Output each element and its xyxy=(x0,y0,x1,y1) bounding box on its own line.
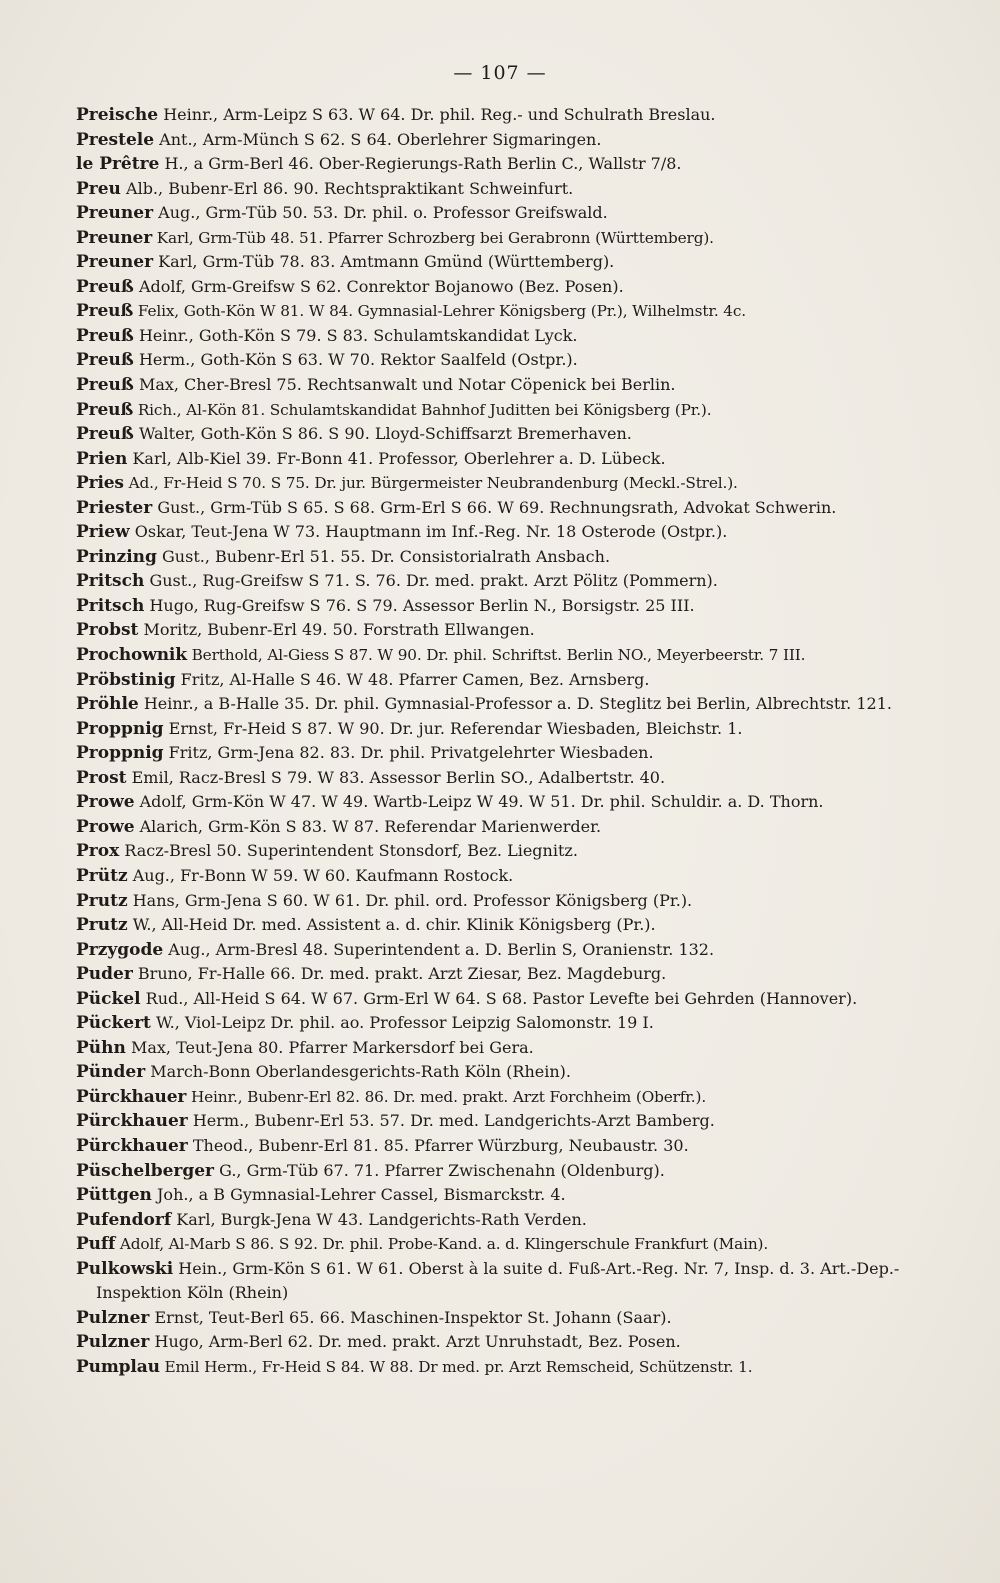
entry-surname: Priester xyxy=(76,497,153,518)
entry-details: Berthold, Al-Giess S 87. W 90. Dr. phil. Schriftst. Berlin NO., Meyerbeerstr. 7 III. xyxy=(191,646,806,665)
directory-entry xyxy=(76,962,942,987)
entry-surname: Preuß xyxy=(76,399,134,420)
directory-entry xyxy=(76,864,942,889)
entry-details: Gust., Grm-Tüb S 65. S 68. Grm-Erl S 66. W 69. Rechnungsrath, Advokat Schwerin. xyxy=(157,497,837,517)
entry-surname: Preuß xyxy=(76,301,134,322)
directory-entry xyxy=(76,1134,942,1159)
entry-surname: Püttgen xyxy=(76,1185,152,1206)
entry-details: Joh., a B Gymnasial-Lehrer Cassel, Bismarckstr. 4. xyxy=(157,1185,566,1205)
entry-details: H., a Grm-Berl 46. Ober-Regierungs-Rath Berlin C., Wallstr 7/8. xyxy=(164,154,682,174)
entry-surname: Pürckhauer xyxy=(76,1086,187,1107)
entry-details: Adolf, Al-Marb S 86. S 92. Dr. phil. Probe-Kand. a. d. Klingerschule Frankfurt (Main). xyxy=(119,1235,769,1254)
entry-details: Moritz, Bubenr-Erl 49. 50. Forstrath Ellwangen. xyxy=(143,620,535,640)
directory-entry xyxy=(76,348,942,373)
directory-entry xyxy=(76,1085,942,1110)
entry-surname: Pröhle xyxy=(76,694,139,715)
entry-details: Heinr., Goth-Kön S 79. S 83. Schulamtskandidat Lyck. xyxy=(138,325,578,345)
entry-surname: Püschelberger xyxy=(76,1160,215,1181)
entry-surname: Przygode xyxy=(76,939,164,960)
entry-details: Hugo, Arm-Berl 62. Dr. med. prakt. Arzt Unruhstadt, Bez. Posen. xyxy=(154,1332,681,1352)
entry-surname: Proppnig xyxy=(76,743,164,764)
entry-surname: Preuß xyxy=(76,325,134,346)
entry-details: Heinr., Bubenr-Erl 82. 86. Dr. med. prakt. Arzt Forchheim (Oberfr.). xyxy=(190,1087,707,1106)
directory-entry xyxy=(76,103,942,128)
entry-details: Karl, Grm-Tüb 78. 83. Amtmann Gmünd (Württemberg). xyxy=(158,252,615,272)
entry-details: Emil, Racz-Bresl S 79. W 83. Assessor Berlin SO., Adalbertstr. 40. xyxy=(131,767,666,787)
entry-surname: Pürckhauer xyxy=(76,1111,188,1132)
directory-entry xyxy=(76,545,942,570)
entry-details: Bruno, Fr-Halle 66. Dr. med. prakt. Arzt Ziesar, Bez. Magdeburg. xyxy=(137,964,667,984)
directory-entry xyxy=(76,594,942,619)
entry-details: Ernst, Fr-Heid S 87. W 90. Dr. jur. Referendar Wiesbaden, Bleichstr. 1. xyxy=(168,718,743,738)
entry-details: Alarich, Grm-Kön S 83. W 87. Referendar Marienwerder. xyxy=(139,816,602,836)
entry-details: Aug., Arm-Bresl 48. Superintendent a. D. Berlin S, Oranienstr. 132. xyxy=(168,939,715,959)
entry-surname: Probst xyxy=(76,620,139,641)
directory-entry xyxy=(76,1060,942,1085)
entry-surname: Preuß xyxy=(76,350,134,371)
entry-surname: le Prêtre xyxy=(76,154,160,175)
entry-surname: Preische xyxy=(76,105,159,125)
entry-details: March-Bonn Oberlandesgerichts-Rath Köln (Rhein). xyxy=(150,1062,571,1082)
directory-entry xyxy=(76,1355,942,1380)
directory-entry xyxy=(76,1159,942,1184)
directory-entry xyxy=(76,324,942,349)
directory-entry xyxy=(76,226,942,251)
directory-entry xyxy=(76,1011,942,1036)
entry-surname: Puff xyxy=(76,1234,116,1255)
directory-entry xyxy=(76,790,942,815)
entry-surname: Prinzing xyxy=(76,546,157,567)
directory-entry xyxy=(76,373,942,398)
entry-surname: Pürckhauer xyxy=(76,1135,188,1156)
entry-surname: Pulkowski xyxy=(76,1258,174,1279)
entry-surname: Pückert xyxy=(76,1013,151,1034)
entry-details: Max, Teut-Jena 80. Pfarrer Markersdorf bei Gera. xyxy=(130,1037,534,1057)
entry-details: W., All-Heid Dr. med. Assistent a. d. chir. Klinik Königsberg (Pr.). xyxy=(132,915,656,935)
directory-entry xyxy=(76,1330,942,1355)
entry-details: Ernst, Teut-Berl 65. 66. Maschinen-Inspektor St. Johann (Saar). xyxy=(154,1307,672,1327)
directory-entry xyxy=(76,913,942,938)
directory-entry xyxy=(76,815,942,840)
directory-entry xyxy=(76,275,942,300)
directory-entry xyxy=(76,938,942,963)
directory-entry xyxy=(76,398,942,423)
entry-details: Theod., Bubenr-Erl 81. 85. Pfarrer Würzburg, Neubaustr. 30. xyxy=(192,1135,689,1155)
entry-details: Ant., Arm-Münch S 62. S 64. Oberlehrer Sigmaringen. xyxy=(159,129,602,149)
directory-entry xyxy=(76,717,942,742)
directory-entry xyxy=(76,1183,942,1208)
entry-surname: Pröbstinig xyxy=(76,669,176,690)
entry-surname: Preuß xyxy=(76,424,134,445)
entry-surname: Pühn xyxy=(76,1037,126,1058)
entry-details: Karl, Grm-Tüb 48. 51. Pfarrer Schrozberg bei Gerabronn (Württemberg). xyxy=(156,228,714,247)
directory-entry xyxy=(76,177,942,202)
directory-entry xyxy=(76,152,942,177)
entry-surname: Pückel xyxy=(76,988,141,1009)
page-number: — 107 — xyxy=(453,62,547,84)
entry-surname: Preuß xyxy=(76,276,134,297)
entry-surname: Prowe xyxy=(76,816,135,837)
entry-surname: Prütz xyxy=(76,865,128,886)
entry-details: Heinr., Arm-Leipz S 63. W 64. Dr. phil. Reg.- und Schulrath Breslau. xyxy=(163,105,716,124)
entry-surname: Preuner xyxy=(76,203,154,224)
entry-surname: Pulzner xyxy=(76,1307,150,1328)
directory-entry xyxy=(76,520,942,545)
directory-entry xyxy=(76,496,942,521)
entry-surname: Preuß xyxy=(76,375,134,396)
entry-details: Alb., Bubenr-Erl 86. 90. Rechtspraktikant Schweinfurt. xyxy=(126,178,574,198)
entry-surname: Prowe xyxy=(76,792,135,813)
entry-surname: Puder xyxy=(76,964,133,985)
entry-details: Racz-Bresl 50. Superintendent Stonsdorf, Bez. Liegnitz. xyxy=(124,841,578,861)
directory-entry xyxy=(76,128,942,153)
entry-details: Hans, Grm-Jena S 60. W 61. Dr. phil. ord. Professor Königsberg (Pr.). xyxy=(132,890,693,910)
directory-entry xyxy=(76,299,942,324)
entry-details: G., Grm-Tüb 67. 71. Pfarrer Zwischenahn (Oldenburg). xyxy=(219,1160,665,1180)
directory-entry xyxy=(76,987,942,1012)
entry-details: Gust., Bubenr-Erl 51. 55. Dr. Consistorialrath Ansbach. xyxy=(162,546,611,566)
directory-entry xyxy=(76,569,942,594)
entry-details: Walter, Goth-Kön S 86. S 90. Lloyd-Schiffsarzt Bremerhaven. xyxy=(138,424,632,444)
entry-surname: Prochownik xyxy=(76,645,187,666)
entry-surname: Pulzner xyxy=(76,1332,150,1353)
directory-entry xyxy=(76,889,942,914)
entry-details: W., Viol-Leipz Dr. phil. ao. Professor Leipzig Salomonstr. 19 I. xyxy=(156,1013,654,1033)
directory-entry xyxy=(76,422,942,447)
entry-surname: Prutz xyxy=(76,915,128,936)
entry-details: Hugo, Rug-Greifsw S 76. S 79. Assessor Berlin N., Borsigstr. 25 III. xyxy=(149,595,695,615)
entry-surname: Preuner xyxy=(76,227,152,248)
directory-entry xyxy=(76,692,942,717)
entry-details: Fritz, Al-Halle S 46. W 48. Pfarrer Camen, Bez. Arnsberg. xyxy=(180,669,650,689)
directory-entry xyxy=(76,643,942,668)
entry-surname: Pufendorf xyxy=(76,1209,172,1230)
directory-entry xyxy=(76,250,942,275)
entry-surname: Pritsch xyxy=(76,571,145,592)
entry-surname: Prutz xyxy=(76,890,128,911)
directory-entry xyxy=(76,618,942,643)
entry-details: Max, Cher-Bresl 75. Rechtsanwalt und Notar Cöpenick bei Berlin. xyxy=(138,375,676,395)
entry-surname: Prost xyxy=(76,767,127,788)
entry-details: Karl, Burgk-Jena W 43. Landgerichts-Rath Verden. xyxy=(176,1209,587,1229)
entry-surname: Pries xyxy=(76,473,124,494)
entry-details: Fritz, Grm-Jena 82. 83. Dr. phil. Privatgelehrter Wiesbaden. xyxy=(168,743,654,763)
entry-details: Hein., Grm-Kön S 61. W 61. Oberst à la suite d. Fuß-Art.-Reg. Nr. 7, Insp. d. 3. Art.-Dep.-Inspektion Köln (Rhein) xyxy=(96,1258,900,1303)
entry-details: Aug., Grm-Tüb 50. 53. Dr. phil. o. Professor Greifswald. xyxy=(158,203,608,223)
directory-entry xyxy=(76,447,942,472)
entry-details: Oskar, Teut-Jena W 73. Hauptmann im Inf.-Reg. Nr. 18 Osterode (Ostpr.). xyxy=(134,522,728,542)
entry-details: Adolf, Grm-Greifsw S 62. Conrektor Bojanowo (Bez. Posen). xyxy=(138,276,624,296)
entry-details: Aug., Fr-Bonn W 59. W 60. Kaufmann Rostock. xyxy=(132,865,514,885)
entry-details: Karl, Alb-Kiel 39. Fr-Bonn 41. Professor, Oberlehrer a. D. Lübeck. xyxy=(132,448,666,468)
entry-details: Ad., Fr-Heid S 70. S 75. Dr. jur. Bürgermeister Neubrandenburg (Meckl.-Strel.). xyxy=(128,474,738,493)
directory-entry xyxy=(76,201,942,226)
directory-entry xyxy=(76,766,942,791)
entry-details: Rich., Al-Kön 81. Schulamtskandidat Bahnhof Juditten bei Königsberg (Pr.). xyxy=(137,400,712,419)
entry-surname: Pritsch xyxy=(76,595,145,616)
directory-entry xyxy=(76,668,942,693)
entry-surname: Prien xyxy=(76,448,128,469)
entry-details: Herm., Goth-Kön S 63. W 70. Rektor Saalfeld (Ostpr.). xyxy=(138,350,578,370)
entry-details: Gust., Rug-Greifsw S 71. S. 76. Dr. med. prakt. Arzt Pölitz (Pommern). xyxy=(149,571,718,591)
directory-entry xyxy=(76,1257,942,1306)
entry-surname: Preuner xyxy=(76,252,154,273)
directory-entry xyxy=(76,471,942,496)
entry-surname: Preu xyxy=(76,178,121,199)
entry-surname: Pumplau xyxy=(76,1356,160,1377)
directory-entry xyxy=(76,1232,942,1257)
entry-surname: Pünder xyxy=(76,1062,146,1083)
directory-entry xyxy=(76,1109,942,1134)
directory-entry xyxy=(76,741,942,766)
directory-entry xyxy=(76,1208,942,1233)
entry-surname: Prox xyxy=(76,841,120,862)
directory-entry xyxy=(76,1036,942,1061)
entry-surname: Proppnig xyxy=(76,718,164,739)
directory-entries xyxy=(76,103,942,1379)
directory-entry xyxy=(76,1306,942,1331)
entry-details: Herm., Bubenr-Erl 53. 57. Dr. med. Landgerichts-Arzt Bamberg. xyxy=(192,1111,715,1131)
entry-details: Rud., All-Heid S 64. W 67. Grm-Erl W 64. S 68. Pastor Levefte bei Gehrden (Hannover). xyxy=(145,988,858,1008)
entry-details: Emil Herm., Fr-Heid S 84. W 88. Dr med. pr. Arzt Remscheid, Schützenstr. 1. xyxy=(164,1357,753,1376)
directory-entry xyxy=(76,839,942,864)
entry-details: Heinr., a B-Halle 35. Dr. phil. Gymnasial-Professor a. D. Steglitz bei Berlin, Albrechtstr. 121. xyxy=(143,694,892,714)
entry-details: Felix, Goth-Kön W 81. W 84. Gymnasial-Lehrer Königsberg (Pr.), Wilhelmstr. 4c. xyxy=(137,302,746,321)
entry-surname: Priew xyxy=(76,522,130,543)
entry-details: Adolf, Grm-Kön W 47. W 49. Wartb-Leipz W 49. W 51. Dr. phil. Schuldir. a. D. Thorn. xyxy=(139,792,824,812)
entry-surname: Prestele xyxy=(76,129,155,150)
